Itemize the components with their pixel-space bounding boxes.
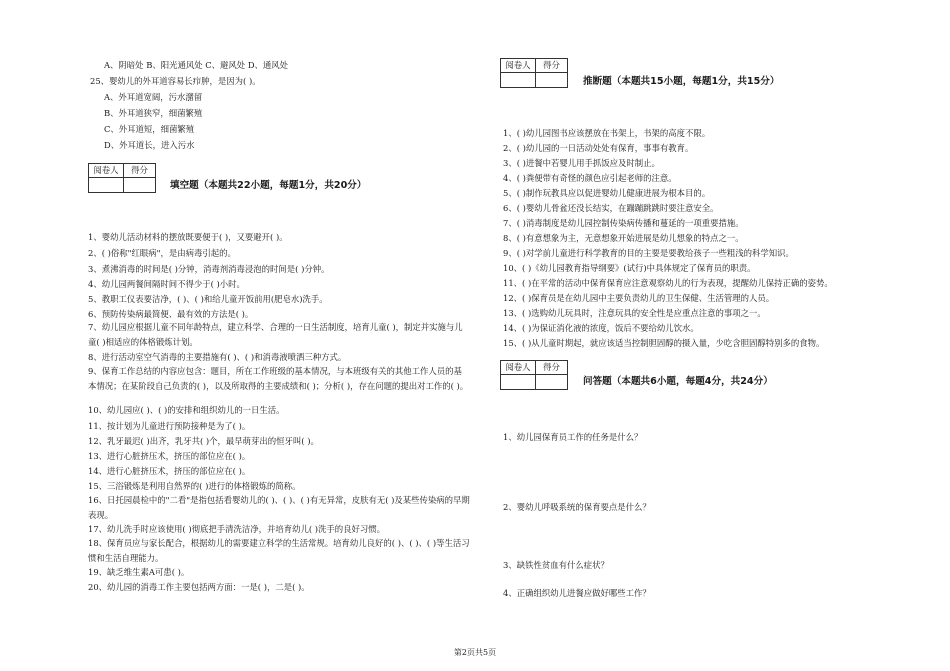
qa-item: 2、婴幼儿呼吸系统的保育要点是什么？ xyxy=(503,502,651,512)
fill-item: 19、缺乏维生素A可患( )。 xyxy=(88,567,190,577)
judge-item: 15、( )从儿童时期起，就应该适当控制胆固醇的摄入量，少吃含胆固醇特别多的食物。 xyxy=(503,338,825,348)
fill-item: 4、幼儿园两餐间隔时间不得少于( )小时。 xyxy=(88,279,245,289)
fill-item: 18、保育员应与家长配合，根据幼儿的需要建立科学的生活常规。培育幼儿良好的( )、( )、( )等生活习惯和生活自理能力。 xyxy=(88,538,470,563)
judge-item: 9、( )对学前儿童进行科学教育的目的主要是要教给孩子一些粗浅的科学知识。 xyxy=(503,248,794,258)
score-label: 得分 xyxy=(536,361,567,375)
judge-item: 5、( )制作玩教具应以促进婴幼儿健康进展为根本目的。 xyxy=(503,188,711,198)
fill-item: 7、幼儿园应根据儿童不同年龄特点，建立科学、合理的一日生活制度，培育儿童( )，制定并实施与儿童( )相适应的体格锻炼计划。 xyxy=(88,322,463,347)
question-line: 25、婴幼儿的外耳道容易长疖肿，是因为( )。 xyxy=(90,76,261,86)
fill-item: 14、进行心脏挤压术，挤压的部位应在( )。 xyxy=(88,466,251,476)
judge-item: 11、( )在平常的活动中保育保育应注意观察幼儿的行为表现，提醒幼儿保持正确的姿势。 xyxy=(503,278,833,288)
judge-item: 1、( )幼儿园图书应该摆放在书架上，书架的高度不限。 xyxy=(503,128,711,138)
judge-item: 2、( )幼儿园的一日活动处处有保育，事事有教育。 xyxy=(503,143,694,153)
fill-item: 13、进行心脏挤压术，挤压的部位应在( )。 xyxy=(88,451,251,461)
judge-item: 3、( )进餐中若婴儿用手抓饭应及时制止。 xyxy=(503,158,660,168)
fill-item: 20、幼儿园的消毒工作主要包括两方面：一是( )，二是( )。 xyxy=(88,582,310,592)
page-number: 第2页共5页 xyxy=(453,648,497,657)
fill-item: 6、预防传染病最简便、最有效的方法是( )。 xyxy=(88,309,254,319)
option-line: C、外耳道短，细菌繁殖 xyxy=(104,124,195,134)
fill-item: 8、进行活动室空气消毒的主要措施有( )、( )和消毒液喷洒三种方式。 xyxy=(88,352,347,362)
fill-item: 12、乳牙最迟( )出齐，乳牙共( )个，最早萌芽出的恒牙叫( )。 xyxy=(88,436,319,446)
section-title-judge: 推断题（本题共15小题，每题1分，共15分） xyxy=(583,76,780,87)
reviewer-label: 阅卷人 xyxy=(501,361,536,375)
score-table-fill xyxy=(88,163,156,193)
option-line: A、外耳道宽阔，污水潴留 xyxy=(104,92,203,102)
score-label: 得分 xyxy=(124,164,155,178)
fill-item: 1、婴幼儿活动材料的摆放既要便于( )，又要避开( )。 xyxy=(88,232,288,242)
fill-item: 10、幼儿园应( )、( )的安排和组织幼儿的一日生活。 xyxy=(88,405,285,415)
judge-item: 7、( )消毒制度是幼儿园控制传染病传播和蔓延的一项重要措施。 xyxy=(503,218,744,228)
judge-item: 8、( )有意想象为主，无意想象开始进展是幼儿想象的特点之一。 xyxy=(503,233,744,243)
judge-item: 12、( )保育员是在幼儿园中主要负责幼儿的卫生保健、生活管理的人员。 xyxy=(503,293,775,303)
judge-item: 13、( )选购幼儿玩具时，注意玩具的安全性是应重点注意的事项之一。 xyxy=(503,308,766,318)
judge-item: 10、( )《幼儿园教育指导纲要》(试行)中具体规定了保育员的职责。 xyxy=(503,263,756,273)
fill-item: 5、教职工仪表要洁净，( )、( )和给儿童开饭前用(肥皂水)洗手。 xyxy=(88,294,328,304)
fill-item: 15、三浴锻炼是利用自然界的( )进行的体格锻炼的简称。 xyxy=(88,481,301,491)
reviewer-label: 阅卷人 xyxy=(501,59,536,73)
fill-item: 2、( )俗称"红眼病"，是由病毒引起的。 xyxy=(88,248,236,258)
judge-item: 14、( )为保证消化液的浓度，饭后不要给幼儿饮水。 xyxy=(503,323,699,333)
qa-item: 1、幼儿园保育员工作的任务是什么？ xyxy=(503,432,643,442)
fill-item: 17、幼儿洗手时应该使用( )彻底把手清洗洁净，并培育幼儿( )洗手的良好习惯。 xyxy=(88,524,386,534)
option-line: D、外耳道长，进入污水 xyxy=(104,140,195,150)
reviewer-label: 阅卷人 xyxy=(89,164,124,178)
fill-item: 16、日托园晨检中的"二看"是指包括看婴幼儿的( )、( )、( )有无异常，皮肤有无( )及某些传染病的早期表现。 xyxy=(88,495,470,520)
qa-item: 4、正确组织幼儿进餐应做好哪些工作？ xyxy=(503,588,651,598)
qa-item: 3、缺铁性贫血有什么症状？ xyxy=(503,560,609,570)
judge-item: 6、( )婴幼儿骨盆还没长结实，在蹦蹦跳跳时要注意安全。 xyxy=(503,203,719,213)
score-table-judge xyxy=(500,58,568,88)
option-line: B、外耳道狭窄，细菌繁殖 xyxy=(104,108,203,118)
option-line: A、阴暗处 B、阳光通风处 C、避风处 D、通风处 xyxy=(104,60,289,70)
section-title-qa: 问答题（本题共6小题，每题4分，共24分） xyxy=(583,376,773,387)
fill-item: 3、煮沸消毒的时间是( )分钟，消毒剂消毒浸泡的时间是( )分钟。 xyxy=(88,264,330,274)
score-table-qa xyxy=(500,360,568,390)
section-title-fill: 填空题（本题共22小题，每题1分，共20分） xyxy=(170,180,367,191)
fill-item: 9、保育工作总结的内容应包含：题目，所在工作班级的基本情况，与本班级有关的其他工作人员的基本情况；在某阶段自己负责的( )，以及所取得的主要成绩和( )；分析( )，存在问题的提出对工作的( )。 xyxy=(88,366,469,391)
score-label: 得分 xyxy=(536,59,567,73)
judge-item: 4、( )粪便带有奇怪的颜色应引起老师的注意。 xyxy=(503,173,677,183)
fill-item: 11、按计划为儿童进行预防接种是为了( )。 xyxy=(88,421,251,431)
